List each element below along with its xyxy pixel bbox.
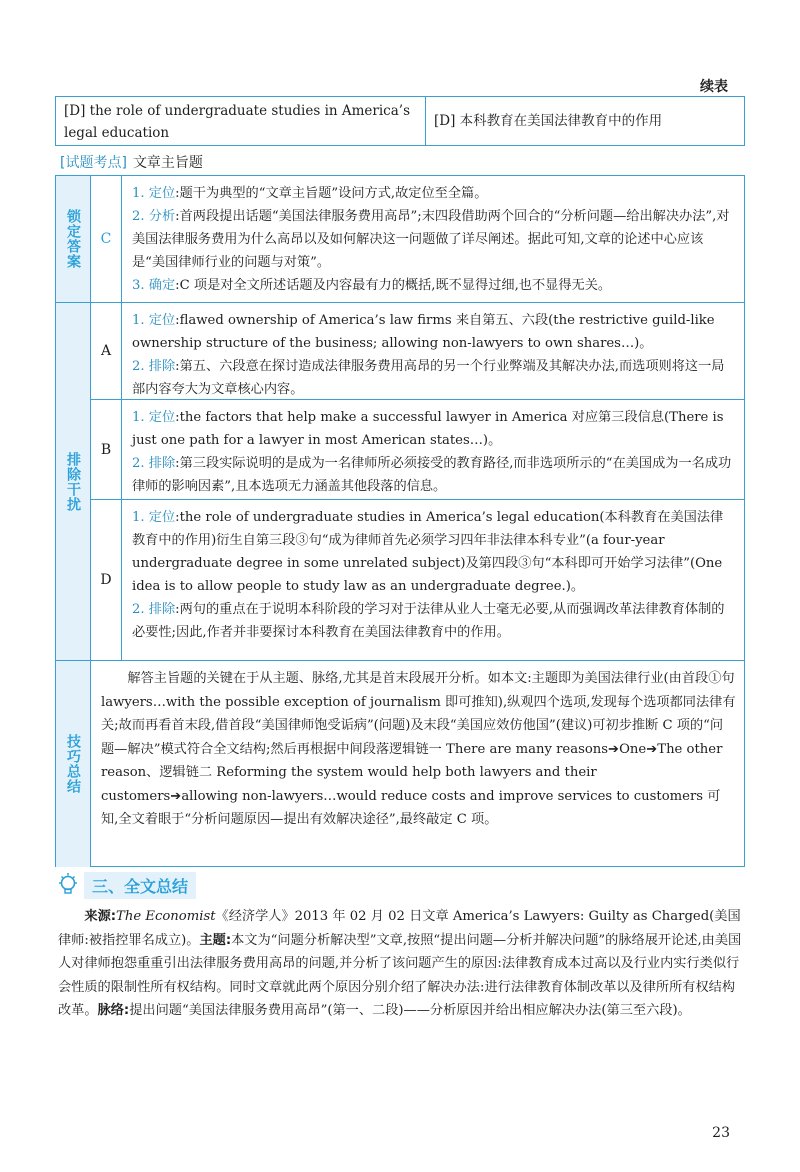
answer-item: 3. 确定:C 项是对全文所述话题及内容最有力的概括,既不显得过细,也不显得无关。	[132, 278, 612, 293]
distractor-item: 2. 排除:两句的重点在于说明本科阶段的学习对于法律从业人士毫无必要,从而强调改革法律教育体制的必要性;因此,作者并非要探讨本科教育在美国法律教育中的作用。	[132, 602, 725, 640]
question-point-label: [试题考点]	[60, 155, 127, 171]
answer-item: 2. 分析:首两段提出话题“美国法律服务费用高昂”;末四段借助两个回合的“分析问题—给出解决办法”,对美国法律服务费用为什么高昂以及如何解决这一问题做了详尽阐述。据此可知,文章的论述中心应该是“美国律师行业的问题与对策”。	[132, 209, 730, 270]
option-d-chinese: [D] 本科教育在美国法律教育中的作用	[434, 113, 663, 129]
answer-row	[56, 176, 744, 302]
analysis-table	[55, 175, 745, 867]
distractor-row-a	[91, 303, 744, 399]
lightbulb-icon	[58, 873, 78, 899]
answer-content	[122, 176, 744, 302]
tips-content: 解答主旨题的关键在于从主题、脉络,尤其是首末段展开分析。如本文:主题即为美国法律行业(由首段①句 lawyers…with the possible exception of journalism 即可推知),纵观四个选项,发现每个选项都同法律有关;故而再看首末段,借首段“美国律师饱受诟病”(问题)及末段“美国应效仿他国”(建议)可初步推断 C 项的“问题—解决”模式符合全文结构;然后再根据中间段落逻辑链一 There are many reasons➔One➔The other reason、逻辑链二 Reforming the system would help both lawyers and their customers➔allowing non-lawyers…would reduce costs and improve services to customers 可知,全文着眼于“分析问题原因—提出有效解决途径”,最终敲定 C 项。	[101, 671, 736, 827]
distractor-option-a: A	[91, 303, 122, 399]
source-label: 来源:	[84, 909, 117, 924]
question-point-value: 文章主旨题	[132, 155, 203, 171]
distractor-option-b: B	[91, 400, 122, 499]
thread-label: 脉络:	[97, 1003, 130, 1018]
tips-row	[56, 660, 744, 867]
option-d-english: [D] the role of undergraduate studies in America’s legal education	[56, 97, 426, 145]
section-label-distractors: 排除干扰	[56, 303, 91, 660]
continued-table-label: 续表	[700, 79, 728, 95]
theme-label: 主题:	[199, 932, 232, 948]
distractor-item: 2. 排除:第五、六段意在探讨造成法律服务费用高昂的另一个行业弊端及其解决办法,而选项则将这一局部内容夸大为文章核心内容。	[132, 359, 725, 397]
answer-item: 1. 定位:题干为典型的“文章主旨题”设问方式,故定位至全篇。	[132, 186, 488, 201]
distractor-item: 1. 定位:the role of undergraduate studies in America’s legal education(本科教育在美国法律教育中的作用)衍生自第三段③句“成为律师首先必须学习四年非法律本科专业”(a four-year undergraduate degree in some unrelated subject)及第四段③句“本科即可开始学习法律”(One idea is to allow people to study law as an undergraduate degree.)。	[132, 510, 724, 594]
distractor-item: 1. 定位:the factors that help make a successful lawyer in America 对应第三段信息(There is just one path for a lawyer in most American states…)。	[132, 410, 724, 448]
source-italic: The Economist	[116, 909, 216, 924]
summary-header	[58, 872, 196, 899]
distractor-row-d	[91, 499, 744, 660]
theme-text: 本文为“问题分析解决型”文章,按照“提出问题—分析并解决问题”的脉络展开论述,由美国人对律师抱怨重重引出法律服务费用高昂的问题,并分析了该问题产生的原因:法律教育成本过高以及行业内实行类似行会性质的限制性所有权结构。同时文章就此两个原因分别介绍了解决办法:进行法律教育体制改革以及律所所有权结构改革。	[58, 932, 742, 1018]
section-label-answer: 锁定答案	[56, 176, 91, 302]
summary-body	[58, 905, 748, 1023]
thread-text: 提出问题“美国法律服务费用高昂”(第一、二段)——分析原因并给出相应解决办法(第三至六段)。	[129, 1003, 691, 1018]
distractor-row-b	[91, 399, 744, 499]
page-number: 23	[712, 1125, 730, 1141]
source-text: 《经济学人》2013 年 02 月 02 日文章 America’s Lawyers: Guilty as Charged(美国律师:被指控罪名成立)。	[58, 909, 741, 948]
distractor-options	[91, 303, 744, 660]
distractor-option-d: D	[91, 500, 122, 660]
distractors-block	[56, 302, 744, 660]
section-label-tips: 技巧总结	[56, 661, 91, 867]
distractor-item: 1. 定位:flawed ownership of America’s law firms 来自第五、六段(the restrictive guild-like ownership structure of the business; allowing non-lawyers to own shares…)。	[132, 313, 715, 351]
question-point	[60, 152, 203, 172]
summary-title: 三、全文总结	[84, 872, 196, 899]
continuation-table	[55, 96, 745, 146]
distractor-item: 2. 排除:第三段实际说明的是成为一名律师所必须接受的教育路径,而非选项所示的“在美国成为一名成功律师的影响因素”,且本选项无力涵盖其他段落的信息。	[132, 456, 732, 494]
answer-option: C	[91, 176, 122, 302]
